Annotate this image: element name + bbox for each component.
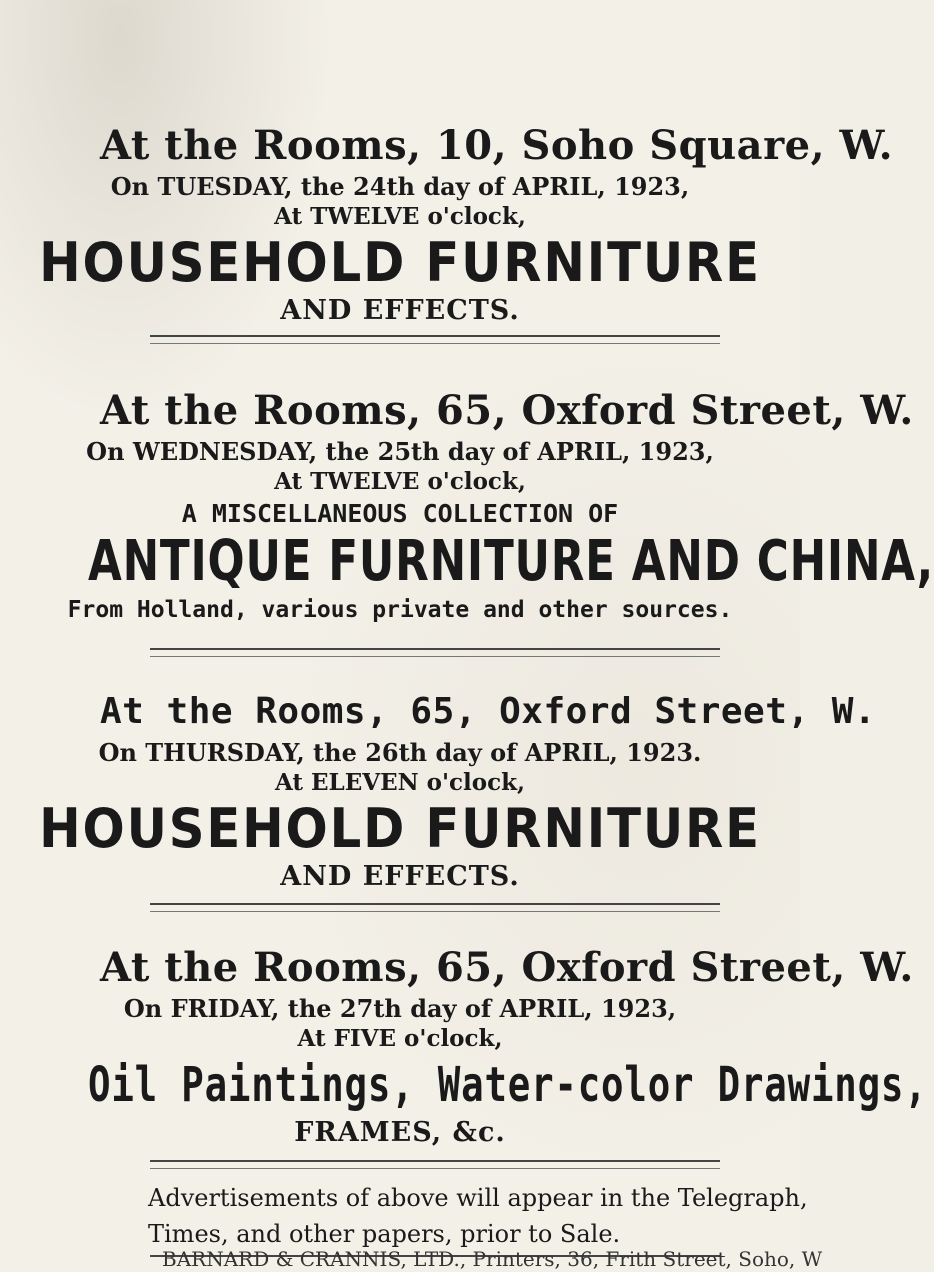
footer-line-2: Times, and other papers, prior to Sale. — [148, 1220, 621, 1248]
sale-2-intro: A MISCELLANEOUS COLLECTION OF — [181, 499, 619, 528]
sale-2-date: On WEDNESDAY, the 25th day of APRIL, 1923, — [86, 437, 714, 466]
sale-4 — [0, 944, 928, 1150]
sale-3-time: At ELEVEN o'clock, — [274, 769, 526, 796]
sale-2-subheading: From Holland, various private and other sources. — [67, 597, 733, 623]
sale-3-headline: HOUSEHOLD FURNITURE — [39, 797, 761, 860]
printer-imprint: BARNARD & CRANNIS, LTD., Printers, 36, Frith Street, Soho, W — [162, 1247, 823, 1271]
sale-4-headline: Oil Paintings, Water-color Drawings, — [88, 1057, 928, 1113]
footer-line-1: Advertisements of above will appear in the Telegraph, — [148, 1184, 808, 1212]
sale-2-venue: At the Rooms, 65, Oxford Street, W. — [100, 387, 914, 434]
sale-3-venue: At the Rooms, 65, Oxford Street, W. — [100, 691, 877, 732]
sale-2-headline: ANTIQUE FURNITURE AND CHINA, — [88, 529, 934, 594]
divider-rule — [150, 1160, 720, 1169]
sale-1-time: At TWELVE o'clock, — [274, 203, 526, 230]
sale-4-time: At FIVE o'clock, — [297, 1025, 503, 1052]
sale-3-subheading: AND EFFECTS. — [280, 861, 520, 892]
sale-2 — [0, 387, 934, 627]
divider-rule — [150, 648, 720, 657]
sale-4-date: On FRIDAY, the 27th day of APRIL, 1923, — [123, 994, 677, 1023]
sale-1 — [0, 122, 894, 328]
sale-4-venue: At the Rooms, 65, Oxford Street, W. — [100, 944, 914, 991]
sale-1-date: On TUESDAY, the 24th day of APRIL, 1923, — [110, 172, 690, 201]
sale-1-headline: HOUSEHOLD FURNITURE — [39, 231, 761, 294]
sale-3-date: On THURSDAY, the 26th day of APRIL, 1923. — [98, 738, 702, 767]
sale-4-subheading: FRAMES, &c. — [294, 1117, 506, 1148]
sale-1-venue: At the Rooms, 10, Soho Square, W. — [100, 122, 894, 169]
footer — [0, 1180, 808, 1252]
sale-2-time: At TWELVE o'clock, — [274, 468, 526, 495]
sale-1-subheading: AND EFFECTS. — [280, 295, 520, 326]
divider-rule — [150, 335, 720, 344]
divider-rule — [150, 903, 720, 912]
sale-3 — [0, 688, 877, 894]
printer-credit — [0, 1246, 823, 1272]
